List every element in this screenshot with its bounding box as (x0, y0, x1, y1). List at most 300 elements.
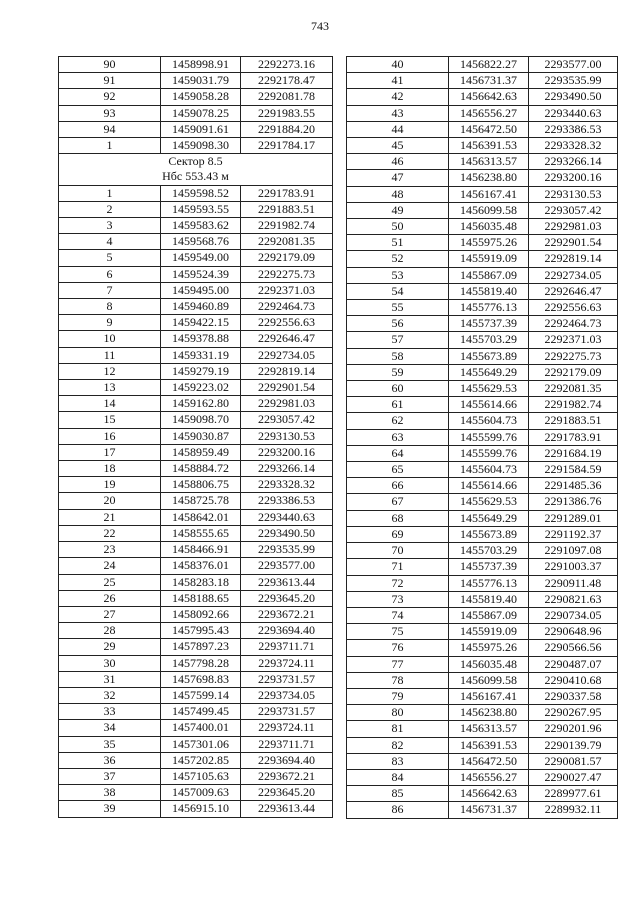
point-number-cell: 57 (347, 332, 449, 348)
x-coordinate-cell: 1459460.89 (161, 299, 241, 315)
x-coordinate-cell: 1455776.13 (449, 300, 529, 316)
x-coordinate-cell: 1456099.58 (449, 202, 529, 218)
y-coordinate-cell: 2293535.99 (529, 73, 618, 89)
x-coordinate-cell: 1458092.66 (161, 606, 241, 622)
y-coordinate-cell: 2290201.96 (529, 721, 618, 737)
x-coordinate-cell: 1455649.29 (449, 510, 529, 526)
y-coordinate-cell: 2291982.74 (529, 397, 618, 413)
table-row (347, 348, 618, 364)
y-coordinate-cell: 2293130.53 (241, 428, 333, 444)
point-number-cell: 1 (59, 138, 161, 154)
table-row (59, 558, 333, 574)
point-number-cell: 33 (59, 704, 161, 720)
right-coordinates-table (346, 56, 618, 819)
sector-header-cell (59, 154, 333, 185)
x-coordinate-cell: 1459162.80 (161, 396, 241, 412)
point-number-cell: 14 (59, 396, 161, 412)
point-number-cell: 37 (59, 768, 161, 784)
x-coordinate-cell: 1455867.09 (449, 607, 529, 623)
point-number-cell: 64 (347, 445, 449, 461)
y-coordinate-cell: 2291289.01 (529, 510, 618, 526)
x-coordinate-cell: 1457202.85 (161, 752, 241, 768)
table-row (59, 57, 333, 73)
table-row (59, 282, 333, 298)
point-number-cell: 61 (347, 397, 449, 413)
y-coordinate-cell: 2290487.07 (529, 656, 618, 672)
x-coordinate-cell: 1455975.26 (449, 235, 529, 251)
table-row (59, 380, 333, 396)
table-row (347, 283, 618, 299)
point-number-cell: 59 (347, 364, 449, 380)
y-coordinate-cell: 2292371.03 (241, 282, 333, 298)
point-number-cell: 90 (59, 57, 161, 73)
table-row (347, 300, 618, 316)
y-coordinate-cell: 2293672.21 (241, 768, 333, 784)
point-number-cell: 29 (59, 639, 161, 655)
table-row (59, 542, 333, 558)
table-row (347, 413, 618, 429)
y-coordinate-cell: 2293200.16 (241, 444, 333, 460)
point-number-cell: 31 (59, 671, 161, 687)
y-coordinate-cell: 2293672.21 (241, 606, 333, 622)
y-coordinate-cell: 2291192.37 (529, 526, 618, 542)
y-coordinate-cell: 2293490.50 (529, 89, 618, 105)
y-coordinate-cell: 2293266.14 (529, 154, 618, 170)
table-row (59, 347, 333, 363)
table-row (347, 57, 618, 73)
point-number-cell: 42 (347, 89, 449, 105)
y-coordinate-cell: 2290081.57 (529, 753, 618, 769)
table-row (347, 510, 618, 526)
x-coordinate-cell: 1455703.29 (449, 543, 529, 559)
point-number-cell: 60 (347, 381, 449, 397)
point-number-cell: 67 (347, 494, 449, 510)
y-coordinate-cell: 2293535.99 (241, 542, 333, 558)
page-number: 743 (311, 19, 329, 33)
x-coordinate-cell: 1457995.43 (161, 623, 241, 639)
point-number-cell: 41 (347, 73, 449, 89)
point-number-cell: 82 (347, 737, 449, 753)
table-row (59, 412, 333, 428)
x-coordinate-cell: 1457301.06 (161, 736, 241, 752)
point-number-cell: 69 (347, 526, 449, 542)
x-coordinate-cell: 1457400.01 (161, 720, 241, 736)
y-coordinate-cell: 2292371.03 (529, 332, 618, 348)
y-coordinate-cell: 2292981.03 (529, 219, 618, 235)
x-coordinate-cell: 1457599.14 (161, 687, 241, 703)
x-coordinate-cell: 1456035.48 (449, 219, 529, 235)
x-coordinate-cell: 1455673.89 (449, 348, 529, 364)
x-coordinate-cell: 1456035.48 (449, 656, 529, 672)
x-coordinate-cell: 1456472.50 (449, 121, 529, 137)
y-coordinate-cell: 2290027.47 (529, 769, 618, 785)
x-coordinate-cell: 1459030.87 (161, 428, 241, 444)
point-number-cell: 2 (59, 201, 161, 217)
point-number-cell: 65 (347, 462, 449, 478)
table-row (59, 493, 333, 509)
y-coordinate-cell: 2291982.74 (241, 218, 333, 234)
point-number-cell: 5 (59, 250, 161, 266)
table-row (347, 494, 618, 510)
point-number-cell: 16 (59, 428, 161, 444)
y-coordinate-cell: 2293386.53 (529, 121, 618, 137)
x-coordinate-cell: 1458806.75 (161, 477, 241, 493)
table-row (59, 801, 333, 817)
y-coordinate-cell: 2292081.35 (529, 381, 618, 397)
y-coordinate-cell: 2290648.96 (529, 624, 618, 640)
x-coordinate-cell: 1459549.00 (161, 250, 241, 266)
x-coordinate-cell: 1457105.63 (161, 768, 241, 784)
y-coordinate-cell: 2293694.40 (241, 623, 333, 639)
table-row (347, 105, 618, 121)
point-number-cell: 71 (347, 559, 449, 575)
x-coordinate-cell: 1459098.70 (161, 412, 241, 428)
table-row (59, 234, 333, 250)
left-table-rows-after-sector (59, 185, 333, 817)
y-coordinate-cell: 2293645.20 (241, 785, 333, 801)
left-coordinates-table (58, 56, 333, 818)
x-coordinate-cell: 1455629.53 (449, 381, 529, 397)
x-coordinate-cell: 1455867.09 (449, 267, 529, 283)
table-row (59, 525, 333, 541)
table-row (59, 477, 333, 493)
x-coordinate-cell: 1458283.18 (161, 574, 241, 590)
point-number-cell: 56 (347, 316, 449, 332)
table-row (347, 543, 618, 559)
y-coordinate-cell: 2290566.56 (529, 640, 618, 656)
table-row (347, 575, 618, 591)
x-coordinate-cell: 1456391.53 (449, 737, 529, 753)
y-coordinate-cell: 2290410.68 (529, 672, 618, 688)
table-row (347, 89, 618, 105)
sector-header-group (59, 154, 333, 185)
table-row (59, 639, 333, 655)
x-coordinate-cell: 1456099.58 (449, 672, 529, 688)
point-number-cell: 35 (59, 736, 161, 752)
table-row (347, 559, 618, 575)
table-row (347, 73, 618, 89)
table-row (59, 218, 333, 234)
point-number-cell: 68 (347, 510, 449, 526)
point-number-cell: 53 (347, 267, 449, 283)
x-coordinate-cell: 1455614.66 (449, 397, 529, 413)
table-row (59, 444, 333, 460)
y-coordinate-cell: 2292179.09 (529, 364, 618, 380)
y-coordinate-cell: 2291584.59 (529, 462, 618, 478)
table-row (347, 721, 618, 737)
x-coordinate-cell: 1455649.29 (449, 364, 529, 380)
sector-subtitle: Нбс 553.43 м (162, 169, 229, 184)
point-number-cell: 20 (59, 493, 161, 509)
point-number-cell: 83 (347, 753, 449, 769)
point-number-cell: 52 (347, 251, 449, 267)
x-coordinate-cell: 1456167.41 (449, 688, 529, 704)
x-coordinate-cell: 1458555.65 (161, 525, 241, 541)
point-number-cell: 15 (59, 412, 161, 428)
point-number-cell: 51 (347, 235, 449, 251)
x-coordinate-cell: 1458642.01 (161, 509, 241, 525)
y-coordinate-cell: 2291884.20 (241, 121, 333, 137)
point-number-cell: 38 (59, 785, 161, 801)
y-coordinate-cell: 2293724.11 (241, 655, 333, 671)
table-row (347, 753, 618, 769)
table-row (347, 688, 618, 704)
point-number-cell: 58 (347, 348, 449, 364)
x-coordinate-cell: 1459598.52 (161, 185, 241, 201)
table-row (347, 186, 618, 202)
table-row (347, 202, 618, 218)
table-row (347, 332, 618, 348)
x-coordinate-cell: 1458188.65 (161, 590, 241, 606)
point-number-cell: 70 (347, 543, 449, 559)
point-number-cell: 75 (347, 624, 449, 640)
table-row (347, 267, 618, 283)
y-coordinate-cell: 2293328.32 (241, 477, 333, 493)
y-coordinate-cell: 2292556.63 (529, 300, 618, 316)
y-coordinate-cell: 2292081.35 (241, 234, 333, 250)
y-coordinate-cell: 2291883.51 (529, 413, 618, 429)
x-coordinate-cell: 1456313.57 (449, 721, 529, 737)
point-number-cell: 72 (347, 575, 449, 591)
table-row (347, 672, 618, 688)
y-coordinate-cell: 2293440.63 (241, 509, 333, 525)
y-coordinate-cell: 2293057.42 (241, 412, 333, 428)
x-coordinate-cell: 1458466.91 (161, 542, 241, 558)
point-number-cell: 74 (347, 607, 449, 623)
y-coordinate-cell: 2290734.05 (529, 607, 618, 623)
table-row (347, 656, 618, 672)
point-number-cell: 28 (59, 623, 161, 639)
y-coordinate-cell: 2293130.53 (529, 186, 618, 202)
x-coordinate-cell: 1456167.41 (449, 186, 529, 202)
y-coordinate-cell: 2291097.08 (529, 543, 618, 559)
y-coordinate-cell: 2292901.54 (529, 235, 618, 251)
point-number-cell: 18 (59, 461, 161, 477)
table-row (59, 687, 333, 703)
point-number-cell: 43 (347, 105, 449, 121)
point-number-cell: 39 (59, 801, 161, 817)
y-coordinate-cell: 2290337.58 (529, 688, 618, 704)
table-row (59, 428, 333, 444)
table-row (59, 89, 333, 105)
table-row (347, 251, 618, 267)
table-row (347, 786, 618, 802)
y-coordinate-cell: 2293711.71 (241, 639, 333, 655)
table-row (59, 396, 333, 412)
x-coordinate-cell: 1457698.83 (161, 671, 241, 687)
x-coordinate-cell: 1459058.28 (161, 89, 241, 105)
y-coordinate-cell: 2293645.20 (241, 590, 333, 606)
point-number-cell: 32 (59, 687, 161, 703)
y-coordinate-cell: 2293734.05 (241, 687, 333, 703)
table-row (347, 478, 618, 494)
y-coordinate-cell: 2293731.57 (241, 704, 333, 720)
x-coordinate-cell: 1459078.25 (161, 105, 241, 121)
table-row (347, 591, 618, 607)
x-coordinate-cell: 1455819.40 (449, 283, 529, 299)
y-coordinate-cell: 2292734.05 (529, 267, 618, 283)
point-number-cell: 78 (347, 672, 449, 688)
x-coordinate-cell: 1455599.76 (449, 429, 529, 445)
table-row (59, 461, 333, 477)
point-number-cell: 23 (59, 542, 161, 558)
table-row (347, 316, 618, 332)
x-coordinate-cell: 1455776.13 (449, 575, 529, 591)
table-row (347, 170, 618, 186)
table-row (59, 201, 333, 217)
x-coordinate-cell: 1455629.53 (449, 494, 529, 510)
point-number-cell: 49 (347, 202, 449, 218)
y-coordinate-cell: 2290821.63 (529, 591, 618, 607)
table-row (59, 138, 333, 154)
table-row (59, 574, 333, 590)
x-coordinate-cell: 1456642.63 (449, 786, 529, 802)
y-coordinate-cell: 2292556.63 (241, 315, 333, 331)
x-coordinate-cell: 1455673.89 (449, 526, 529, 542)
x-coordinate-cell: 1455737.39 (449, 316, 529, 332)
table-row (59, 105, 333, 121)
y-coordinate-cell: 2291485.36 (529, 478, 618, 494)
point-number-cell: 25 (59, 574, 161, 590)
x-coordinate-cell: 1456731.37 (449, 802, 529, 818)
table-row (59, 623, 333, 639)
table-row (347, 769, 618, 785)
table-row (347, 607, 618, 623)
x-coordinate-cell: 1455599.76 (449, 445, 529, 461)
y-coordinate-cell: 2291003.37 (529, 559, 618, 575)
y-coordinate-cell: 2293613.44 (241, 801, 333, 817)
point-number-cell: 12 (59, 363, 161, 379)
x-coordinate-cell: 1458959.49 (161, 444, 241, 460)
y-coordinate-cell: 2291784.17 (241, 138, 333, 154)
y-coordinate-cell: 2292178.47 (241, 73, 333, 89)
point-number-cell: 45 (347, 138, 449, 154)
y-coordinate-cell: 2293386.53 (241, 493, 333, 509)
table-row (59, 736, 333, 752)
sector-title: Сектор 8.5 (168, 154, 223, 169)
table-row (59, 720, 333, 736)
y-coordinate-cell: 2292273.16 (241, 57, 333, 73)
y-coordinate-cell: 2293057.42 (529, 202, 618, 218)
y-coordinate-cell: 2291386.76 (529, 494, 618, 510)
x-coordinate-cell: 1455919.09 (449, 251, 529, 267)
point-number-cell: 62 (347, 413, 449, 429)
x-coordinate-cell: 1456822.27 (449, 57, 529, 73)
point-number-cell: 66 (347, 478, 449, 494)
point-number-cell: 6 (59, 266, 161, 282)
point-number-cell: 24 (59, 558, 161, 574)
x-coordinate-cell: 1458884.72 (161, 461, 241, 477)
x-coordinate-cell: 1457798.28 (161, 655, 241, 671)
x-coordinate-cell: 1459378.88 (161, 331, 241, 347)
table-row (347, 429, 618, 445)
point-number-cell: 13 (59, 380, 161, 396)
table-row (59, 509, 333, 525)
y-coordinate-cell: 2292464.73 (529, 316, 618, 332)
x-coordinate-cell: 1455604.73 (449, 413, 529, 429)
table-row (59, 752, 333, 768)
point-number-cell: 76 (347, 640, 449, 656)
x-coordinate-cell: 1459279.19 (161, 363, 241, 379)
x-coordinate-cell: 1456472.50 (449, 753, 529, 769)
x-coordinate-cell: 1456731.37 (449, 73, 529, 89)
x-coordinate-cell: 1457499.45 (161, 704, 241, 720)
table-row (347, 526, 618, 542)
x-coordinate-cell: 1459331.19 (161, 347, 241, 363)
table-row (347, 445, 618, 461)
x-coordinate-cell: 1459031.79 (161, 73, 241, 89)
table-row (347, 219, 618, 235)
y-coordinate-cell: 2289932.11 (529, 802, 618, 818)
y-coordinate-cell: 2292275.73 (529, 348, 618, 364)
point-number-cell: 47 (347, 170, 449, 186)
point-number-cell: 81 (347, 721, 449, 737)
x-coordinate-cell: 1455819.40 (449, 591, 529, 607)
point-number-cell: 26 (59, 590, 161, 606)
x-coordinate-cell: 1456915.10 (161, 801, 241, 817)
table-row (347, 381, 618, 397)
x-coordinate-cell: 1459098.30 (161, 138, 241, 154)
y-coordinate-cell: 2291883.51 (241, 201, 333, 217)
table-row (59, 266, 333, 282)
y-coordinate-cell: 2293613.44 (241, 574, 333, 590)
table-row (59, 606, 333, 622)
point-number-cell: 3 (59, 218, 161, 234)
table-row (59, 363, 333, 379)
table-row (59, 331, 333, 347)
x-coordinate-cell: 1456238.80 (449, 170, 529, 186)
table-row (347, 624, 618, 640)
y-coordinate-cell: 2293440.63 (529, 105, 618, 121)
point-number-cell: 10 (59, 331, 161, 347)
table-row (347, 802, 618, 818)
x-coordinate-cell: 1458725.78 (161, 493, 241, 509)
x-coordinate-cell: 1455703.29 (449, 332, 529, 348)
x-coordinate-cell: 1459091.61 (161, 121, 241, 137)
x-coordinate-cell: 1459583.62 (161, 218, 241, 234)
point-number-cell: 46 (347, 154, 449, 170)
point-number-cell: 8 (59, 299, 161, 315)
y-coordinate-cell: 2292819.14 (529, 251, 618, 267)
y-coordinate-cell: 2293577.00 (529, 57, 618, 73)
x-coordinate-cell: 1459223.02 (161, 380, 241, 396)
table-row (59, 185, 333, 201)
point-number-cell: 27 (59, 606, 161, 622)
y-coordinate-cell: 2293328.32 (529, 138, 618, 154)
sector-header-row (59, 154, 333, 185)
table-row (347, 705, 618, 721)
point-number-cell: 73 (347, 591, 449, 607)
table-row (347, 397, 618, 413)
point-number-cell: 17 (59, 444, 161, 460)
x-coordinate-cell: 1456556.27 (449, 105, 529, 121)
point-number-cell: 30 (59, 655, 161, 671)
table-row (59, 315, 333, 331)
x-coordinate-cell: 1458998.91 (161, 57, 241, 73)
point-number-cell: 9 (59, 315, 161, 331)
table-row (347, 364, 618, 380)
x-coordinate-cell: 1455604.73 (449, 462, 529, 478)
table-row (347, 121, 618, 137)
table-row (59, 704, 333, 720)
y-coordinate-cell: 2290911.48 (529, 575, 618, 591)
table-row (59, 73, 333, 89)
table-row (59, 299, 333, 315)
point-number-cell: 54 (347, 283, 449, 299)
table-row (347, 154, 618, 170)
y-coordinate-cell: 2292981.03 (241, 396, 333, 412)
y-coordinate-cell: 2293724.11 (241, 720, 333, 736)
